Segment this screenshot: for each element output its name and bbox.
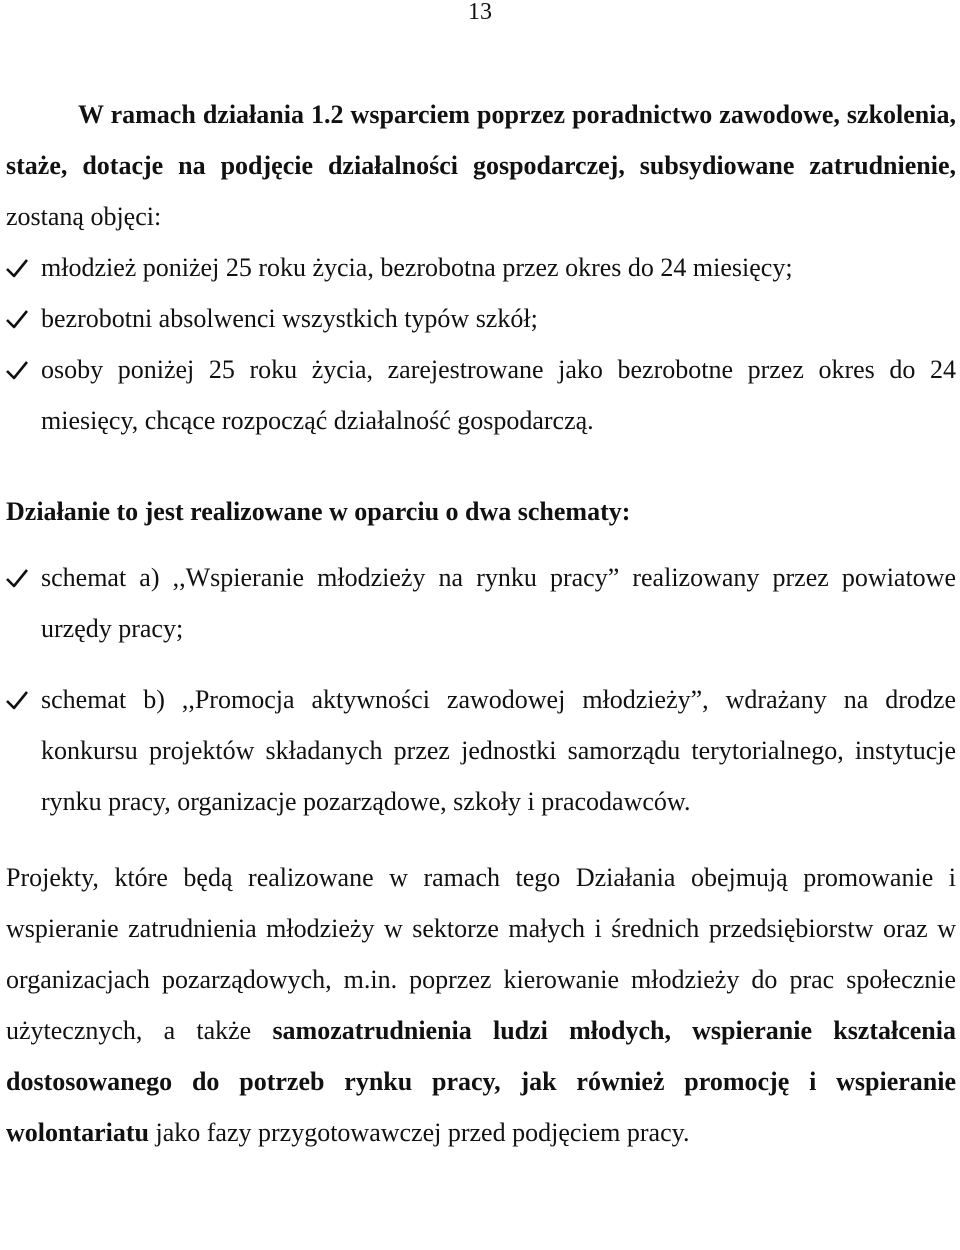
intro-bold-text: W ramach działania 1.2 wsparciem poprzez poradnictwo zawodowe, szkolenia, staże, dotacje na podjęcie działalności gospodarczej, subsydiowane zatrudnienie, [6, 100, 956, 180]
list-item-text: bezrobotni absolwenci wszystkich typów szkół; [41, 304, 538, 333]
checkmark-icon [6, 293, 32, 344]
closing-bold-text: samozatrudnienia ludzi młodych, wspieranie kształcenia dostosowanego do potrzeb rynku pracy, jak również promocję i wspieranie wolontariatu [6, 1016, 956, 1147]
list-item-text: osoby poniżej 25 roku życia, zarejestrowane jako bezrobotne przez okres do 24 miesięcy, chcące rozpocząć działalność gospodarczą. [41, 355, 956, 435]
checkmark-icon [6, 674, 32, 725]
schemes-heading: Działanie to jest realizowane w oparciu o dwa schematy: [6, 497, 631, 526]
checkmark-icon [6, 242, 32, 293]
page-number: 13 [468, 0, 492, 25]
closing-text-start: Projekty, które będą realizowane w ramach tego Działania obejmują promowanie i wspieranie zatrudnienia młodzieży w sektorze małych i średnich przedsiębiorstw oraz w organizacjach pozarządowych, m.in. poprzez kierowanie młodzieży do prac społecznie użytecznych, a także [6, 863, 956, 1045]
list-item [6, 344, 956, 446]
closing-text-end: jako fazy przygotowawczej przed podjęciem pracy. [149, 1118, 690, 1147]
schemes-list [6, 552, 956, 827]
closing-paragraph [6, 852, 956, 1158]
list-item-text: schemat a) ,,Wspieranie młodzieży na rynku pracy” realizowany przez powiatowe urzędy pracy; [41, 563, 956, 643]
intro-paragraph [6, 89, 956, 242]
list-item [6, 674, 956, 827]
list-item [6, 242, 956, 293]
document-body [6, 89, 956, 1158]
list-item [6, 552, 956, 654]
intro-normal-text: zostaną objęci: [6, 202, 162, 231]
checkmark-icon [6, 552, 32, 603]
target-group-list [6, 242, 956, 446]
list-item [6, 293, 956, 344]
list-item-text: schemat b) ,,Promocja aktywności zawodowej młodzieży”, wdrażany na drodze konkursu projektów składanych przez jednostki samorządu terytorialnego, instytucje rynku pracy, organizacje pozarządowe, szkoły i pracodawców. [41, 685, 956, 816]
list-item-text: młodzież poniżej 25 roku życia, bezrobotna przez okres do 24 miesięcy; [41, 253, 793, 282]
checkmark-icon [6, 344, 32, 395]
